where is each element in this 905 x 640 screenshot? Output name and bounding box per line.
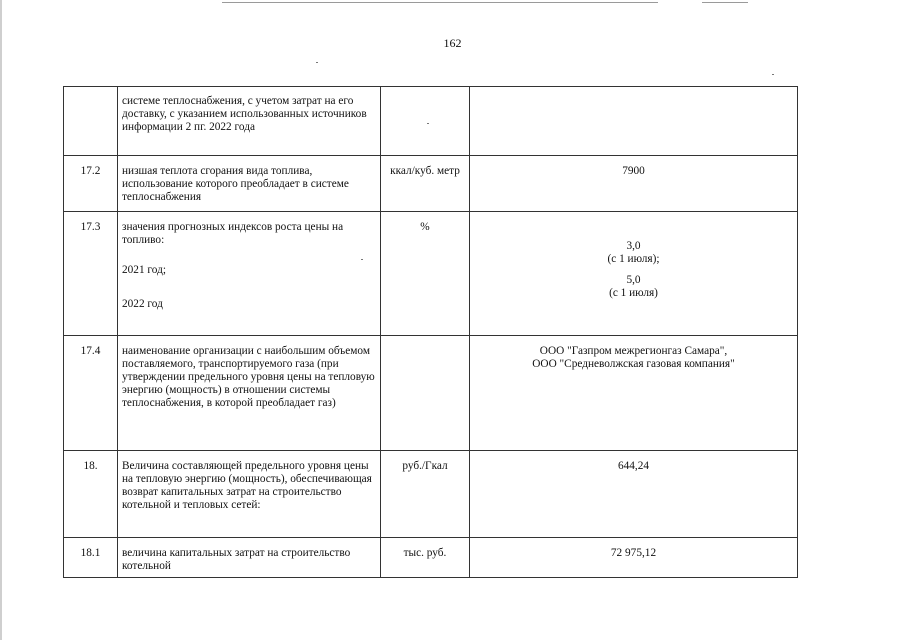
description-cell: наименование организации с наибольшим объемом поставляемого, транспортируемого газа (при утверждении предельного уровня цены на тепловую энергию (мощность) в отношении системы теплоснабжения, в которой преобладает газ) bbox=[118, 336, 381, 451]
scan-artifact-line bbox=[702, 2, 748, 3]
row-number-cell: 18.1 bbox=[64, 538, 118, 578]
tariff-table bbox=[63, 86, 798, 578]
value-cell bbox=[470, 212, 798, 336]
value-cell: ООО "Газпром межрегионгаз Самара", ООО "Средневолжская газовая компания" bbox=[470, 336, 798, 451]
table-row bbox=[64, 538, 798, 578]
page-edge bbox=[0, 0, 2, 640]
unit-cell: руб./Гкал bbox=[381, 451, 470, 538]
page-number: 162 bbox=[443, 36, 462, 50]
description-cell: системе теплоснабжения, с учетом затрат на его доставку, с указанием использованных источников информации 2 пг. 2022 года bbox=[118, 87, 381, 156]
sub-item-value: 5,0 (с 1 июля) bbox=[609, 274, 658, 299]
table-row bbox=[64, 451, 798, 538]
row-number-cell: 17.2 bbox=[64, 156, 118, 212]
unit-cell bbox=[381, 87, 470, 156]
scan-speck bbox=[316, 62, 318, 63]
description-cell: величина капитальных затрат на строительство котельной bbox=[118, 538, 381, 578]
table-row bbox=[64, 156, 798, 212]
description-cell: Величина составляющей предельного уровня цены на тепловую энергию (мощность), обеспечивающая возврат капитальных затрат на строительство котельной и тепловых сетей: bbox=[118, 451, 381, 538]
row-number-cell bbox=[64, 87, 118, 156]
sub-item-label: 2022 год bbox=[122, 298, 163, 310]
row-number-cell: 18. bbox=[64, 451, 118, 538]
unit-cell bbox=[381, 336, 470, 451]
description-cell: низшая теплота сгорания вида топлива, использование которого преобладает в системе теплоснабжения bbox=[118, 156, 381, 212]
row-number-cell: 17.4 bbox=[64, 336, 118, 451]
unit-cell: ккал/куб. метр bbox=[381, 156, 470, 212]
row-number-cell: 17.3 bbox=[64, 212, 118, 336]
value-cell: 644,24 bbox=[470, 451, 798, 538]
description-cell: значения прогнозных индексов роста цены на топливо: 2021 год; 2022 год bbox=[118, 212, 381, 336]
unit-cell: % bbox=[381, 212, 470, 336]
scan-artifact-line bbox=[222, 2, 658, 3]
table-row bbox=[64, 87, 798, 156]
value-cell: 72 975,12 bbox=[470, 538, 798, 578]
sub-item-value: 3,0 (с 1 июля); bbox=[607, 240, 660, 265]
table-row bbox=[64, 212, 798, 336]
value-cell: 7900 bbox=[470, 156, 798, 212]
sub-item-label: 2021 год; bbox=[122, 264, 166, 276]
scan-speck bbox=[772, 74, 774, 75]
value-cell bbox=[470, 87, 798, 156]
table-row bbox=[64, 336, 798, 451]
unit-cell: тыс. руб. bbox=[381, 538, 470, 578]
